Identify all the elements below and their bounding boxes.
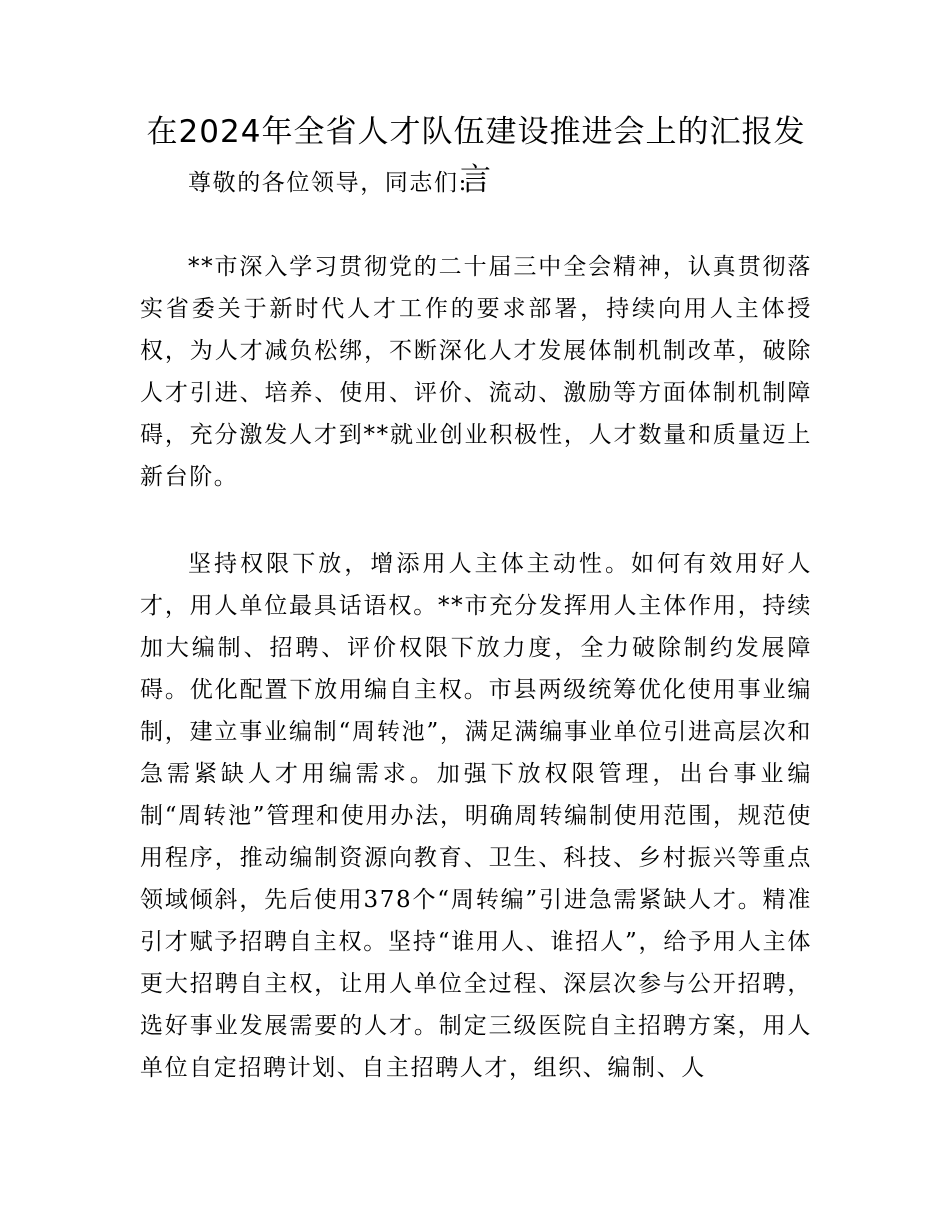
body-paragraph-2: 坚持权限下放，增添用人主体主动性。如何有效用好人才，用人单位最具话语权。**市充分发挥用人主体作用，持续加大编制、招聘、评价权限下放力度，全力破除制约发展障碍。优化配置下放用编自主权。市县两级统筹优化使用事业编制，建立事业编制“周转池”，满足满编事业单位引进高层次和急需紧缺人才用编需求。加强下放权限管理，出台事业编制“周转池”管理和使用办法，明确周转编制使用范围，规范使用程序，推动编制资源向教育、卫生、科技、乡村振兴等重点领域倾斜，先后使用378个“周转编”引进急需紧缺人才。精准引才赋予招聘自主权。坚持“谁用人、谁招人”，给予用人主体更大招聘自主权，让用人单位全过程、深层次参与公开招聘，选好事业发展需要的人才。制定三级医院自主招聘方案，用人单位自定招聘计划、自主招聘人才，组织、编制、人 [140,551,812,1081]
greeting-text: 尊敬的各位领导，同志们: [188,170,468,196]
document-title: 在2024年全省人才队伍建设推进会上的汇报发言 [146,114,806,198]
body-paragraph-1: **市深入学习贯彻党的二十届三中全会精神，认真贯彻落实省委关于新时代人才工作的要求部署，持续向用人主体授权，为人才减负松绑，不断深化人才发展体制机制改革，破除人才引进、培养、使用、评价、流动、激励等方面体制机制障碍，充分激发人才到**就业创业积极性，人才数量和质量迈上新台阶。 [140,254,812,490]
